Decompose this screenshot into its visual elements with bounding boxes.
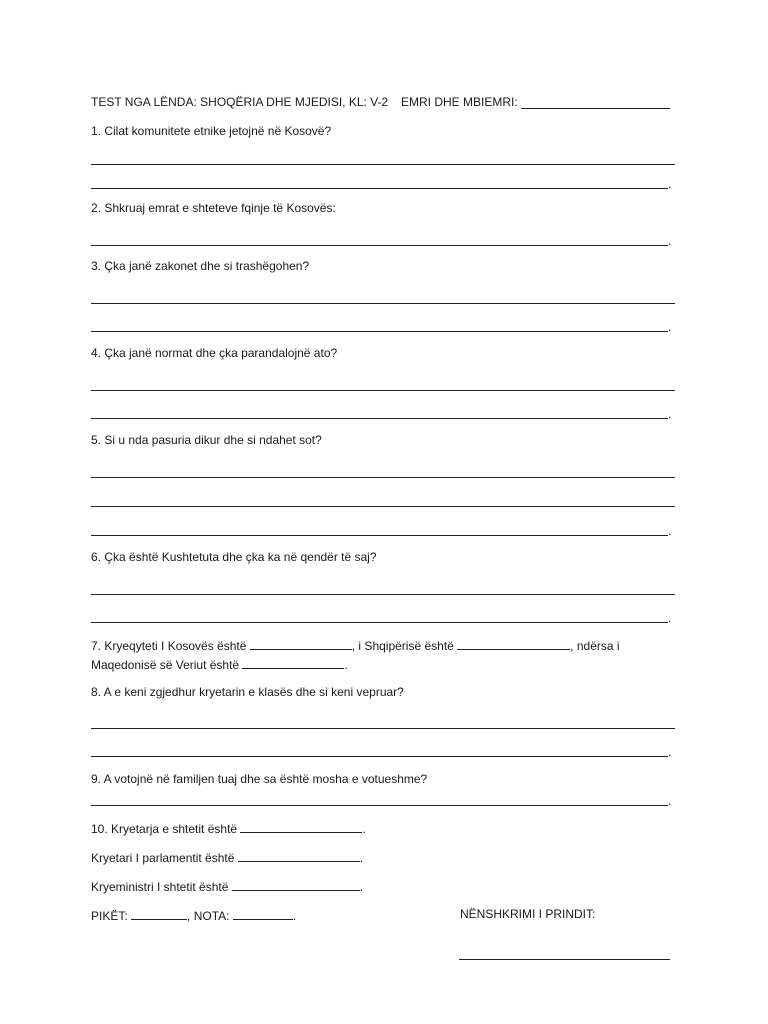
line-end-dot: .: [668, 794, 672, 808]
blank-prime-minister[interactable]: [232, 878, 360, 891]
question-7-line-1: 7. Kryeqyteti I Kosovës është , i Shqipërisë është , ndërsa i: [91, 639, 620, 653]
question-2: 2. Shkruaj emrat e shteteve fqinje të Kosovës:: [91, 201, 336, 215]
line-end-dot: .: [668, 407, 672, 421]
line-end-dot: .: [668, 177, 672, 191]
test-title: TEST NGA LËNDA: SHOQËRIA DHE MJEDISI, KL: V-2: [91, 95, 389, 109]
question-1: 1. Cilat komunitete etnike jetojnë në Kosovë?: [91, 124, 332, 138]
blank-parliament-speaker[interactable]: [238, 849, 360, 862]
points-field[interactable]: [131, 907, 187, 920]
answer-line[interactable]: [91, 390, 675, 391]
answer-line[interactable]: [91, 245, 668, 246]
blank-albania-capital[interactable]: [457, 637, 570, 650]
line-end-dot: .: [668, 524, 672, 538]
question-10-line-3: Kryeministri I shtetit është .: [91, 880, 364, 894]
answer-line[interactable]: [91, 594, 675, 595]
grade-field[interactable]: [233, 907, 293, 920]
blank-kosovo-capital[interactable]: [250, 637, 352, 650]
answer-line[interactable]: [91, 622, 668, 623]
answer-line[interactable]: [91, 188, 668, 189]
name-field[interactable]: [521, 108, 670, 109]
answer-line[interactable]: [91, 164, 675, 165]
line-end-dot: .: [668, 320, 672, 334]
points-grade-row: PIKËT: , NOTA: .: [91, 909, 297, 923]
line-end-dot: .: [668, 234, 672, 248]
blank-head-of-state[interactable]: [240, 820, 362, 833]
answer-line[interactable]: [91, 477, 675, 478]
answer-line[interactable]: [91, 303, 675, 304]
question-5: 5. Si u nda pasuria dikur dhe si ndahet sot?: [91, 433, 322, 447]
question-9: 9. A votojnë në familjen tuaj dhe sa është mosha e votueshme?: [91, 772, 428, 786]
question-4: 4. Çka janë normat dhe çka parandalojnë ato?: [91, 346, 338, 360]
answer-line[interactable]: [91, 331, 668, 332]
question-6: 6. Çka është Kushtetuta dhe çka ka në qendër të saj?: [91, 550, 377, 564]
answer-line[interactable]: [91, 535, 668, 536]
question-3: 3. Çka janë zakonet dhe si trashëgohen?: [91, 259, 310, 273]
line-end-dot: .: [668, 611, 672, 625]
question-10-line-2: Kryetari I parlamentit është .: [91, 851, 364, 865]
answer-line[interactable]: [91, 418, 668, 419]
parent-signature-label: NËNSHKRIMI I PRINDIT:: [460, 907, 596, 921]
question-7-line-2: Maqedonisë së Veriut është .: [91, 658, 348, 672]
line-end-dot: .: [668, 745, 672, 759]
question-8: 8. A e keni zgjedhur kryetarin e klasës dhe si keni vepruar?: [91, 685, 404, 699]
name-label: EMRI DHE MBIEMRI:: [401, 95, 518, 109]
blank-north-macedonia-capital[interactable]: [242, 656, 344, 669]
answer-line[interactable]: [91, 728, 675, 729]
answer-line[interactable]: [91, 756, 668, 757]
parent-signature-line[interactable]: [459, 959, 670, 960]
answer-line[interactable]: [91, 805, 668, 806]
answer-line[interactable]: [91, 506, 675, 507]
question-10-line-1: 10. Kryetarja e shtetit është .: [91, 822, 366, 836]
